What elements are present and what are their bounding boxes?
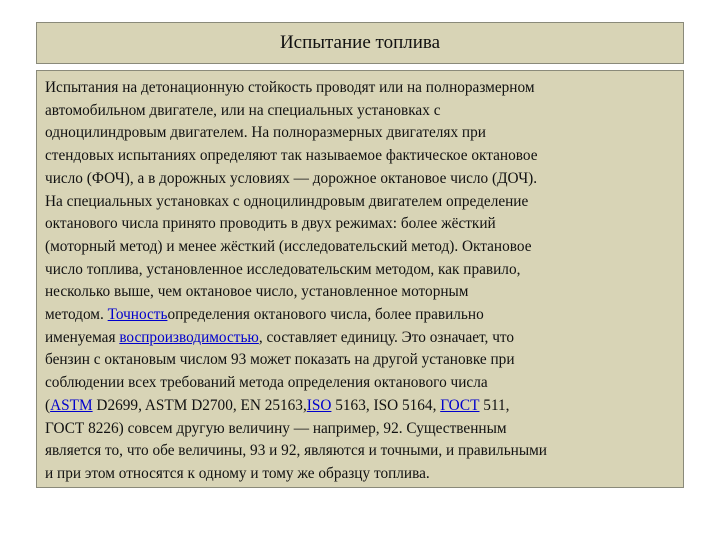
body-text-line bbox=[45, 327, 675, 350]
body-text-line bbox=[45, 418, 675, 441]
body-text: и при этом относятся к одному и тому же образцу топлива. bbox=[45, 464, 430, 482]
body-text-line bbox=[45, 77, 675, 100]
body-text-line bbox=[45, 191, 675, 214]
body-text: несколько выше, чем октановое число, установленное моторным bbox=[45, 283, 469, 301]
body-text-line bbox=[45, 281, 675, 304]
body-text: определения октанового числа, более правильно bbox=[167, 306, 484, 324]
slide-title: Испытание топлива bbox=[279, 32, 441, 53]
body-text: ( bbox=[45, 396, 51, 414]
body-text-line bbox=[45, 259, 675, 282]
body-text: является то, что обе величины, 93 и 92, являются и точными, и правильными bbox=[45, 442, 547, 460]
body-text-line bbox=[45, 122, 675, 145]
body-text: одноцилиндровым двигателем. На полноразмерных двигателях при bbox=[45, 124, 486, 142]
body-text: соблюдении всех требований метода определения октанового числа bbox=[45, 374, 488, 392]
body-link[interactable]: ASTM bbox=[50, 396, 93, 414]
body-text: На специальных установках с одноцилиндровым двигателем определение bbox=[45, 192, 529, 210]
body-text: методом. bbox=[45, 306, 108, 324]
body-link[interactable]: Точность bbox=[107, 306, 168, 324]
body-text: 511, bbox=[479, 396, 510, 414]
body-text-line bbox=[45, 463, 675, 486]
slide-title-box bbox=[36, 22, 684, 64]
body-text-line bbox=[45, 213, 675, 236]
body-text: Испытания на детонационную стойкость проводят или на полноразмерном bbox=[45, 79, 535, 96]
body-text-line bbox=[45, 168, 675, 191]
body-text: автомобильном двигателе, или на специальных установках с bbox=[45, 101, 441, 119]
body-text-line bbox=[45, 304, 675, 327]
body-text: ГОСТ 8226) совсем другую величину — например, 92. Существенным bbox=[45, 419, 507, 437]
body-link[interactable]: воспроизводимостью bbox=[119, 328, 259, 346]
body-text-line bbox=[45, 372, 675, 395]
slide-body bbox=[36, 70, 684, 488]
body-text-line bbox=[45, 100, 675, 123]
body-text: октанового числа принято проводить в двух режимах: более жёсткий bbox=[45, 215, 496, 233]
body-link[interactable]: ISO bbox=[306, 396, 332, 414]
body-text: , составляет единицу. Это означает, что bbox=[258, 328, 515, 346]
body-text-line bbox=[45, 236, 675, 259]
body-text: число (ФОЧ), а в дорожных условиях — дорожное октановое число (ДОЧ). bbox=[45, 169, 538, 187]
body-text: D2699, ASTM D2700, EN 25163, bbox=[92, 396, 307, 414]
body-text-line bbox=[45, 145, 675, 168]
body-text: (моторный метод) и менее жёсткий (исследовательский метод). Октановое bbox=[45, 237, 532, 255]
body-text-line bbox=[45, 440, 675, 463]
body-text: 5163, ISO 5164, bbox=[331, 396, 441, 414]
body-text: стендовых испытаниях определяют так называемое фактическое октановое bbox=[45, 147, 538, 165]
body-text: именуемая bbox=[45, 328, 120, 346]
body-text: бензин с октановым числом 93 может показать на другой установке при bbox=[45, 351, 515, 369]
body-text-line bbox=[45, 349, 675, 372]
body-text: число топлива, установленное исследовательским методом, как правило, bbox=[45, 260, 521, 278]
body-text-line bbox=[45, 395, 675, 418]
body-link[interactable]: ГОСТ bbox=[440, 396, 480, 414]
